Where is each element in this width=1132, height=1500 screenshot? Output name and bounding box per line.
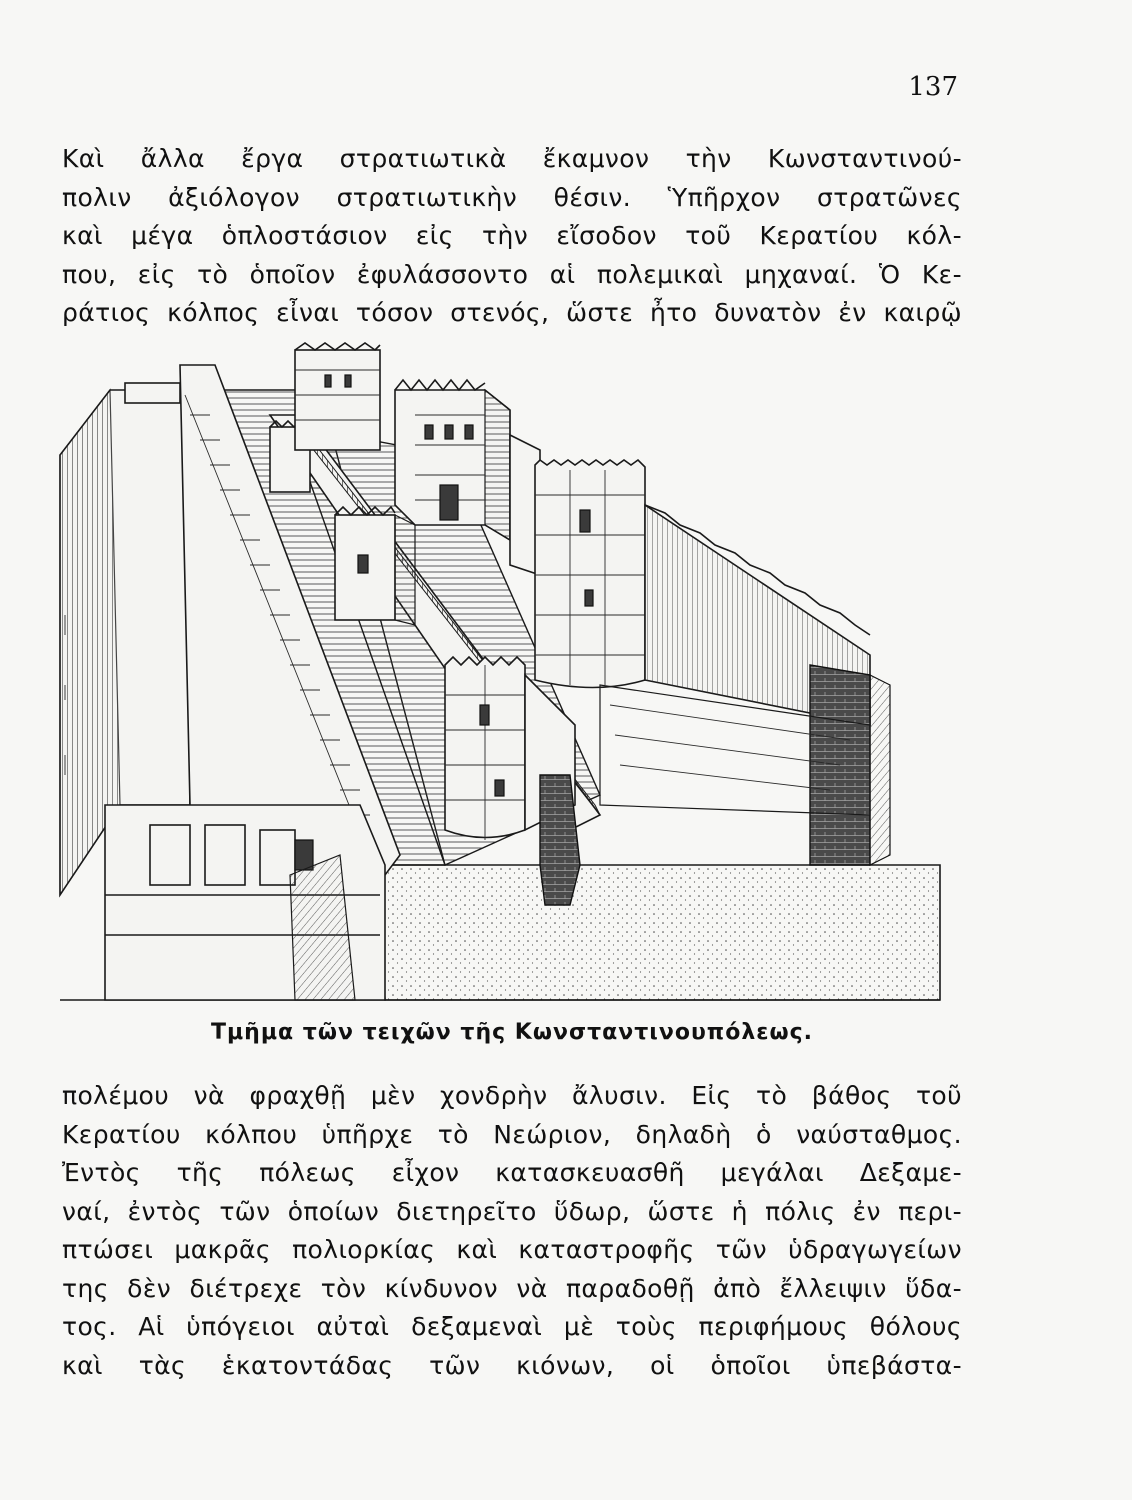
text-line: πτώσει μακρᾶς πολιορκίας καὶ καταστροφῆς τῶν ὑδραγωγείων — [62, 1235, 962, 1264]
text-line: πολέμου νὰ φραχθῇ μὲν χονδρὴν ἄλυσιν. Εἰς τὸ βάθος τοῦ — [62, 1081, 962, 1110]
text-line: Καὶ ἄλλα ἔργα στρατιωτικὰ ἔκαμνον τὴν Κωνσταντινού- — [62, 144, 962, 173]
tower-round — [535, 460, 645, 688]
text-line: καὶ μέγα ὁπλοστάσιον εἰς τὴν εἴσοδον τοῦ Κερατίου κόλ- — [62, 221, 962, 250]
text-line: Κερατίου κόλπου ὑπῆρχε τὸ Νεώριον, δηλαδὴ ὁ ναύσταθμος. — [62, 1119, 962, 1149]
text-line: ράτιος κόλπος εἶναι τόσον στενός, ὥστε ἦτο δυνατὸν ἐν καιρῷ — [62, 298, 962, 327]
tower-distant — [295, 350, 380, 450]
figure-caption: Τμῆμα τῶν τειχῶν τῆς Κωνσταντινουπόλεως. — [210, 1020, 814, 1045]
text-line: Ἐντὸς τῆς πόλεως εἶχον κατασκευασθῆ μεγάλαι Δεξαμε- — [62, 1158, 962, 1187]
text-line: πολιν ἀξιόλογον στρατιωτικὴν θέσιν. Ὑπῆρχον στρατῶνες — [62, 182, 962, 212]
text-line: τος. Αἱ ὑπόγειοι αὐταὶ δεξαμεναὶ μὲ τοὺς περιφήμους θόλους — [62, 1312, 962, 1341]
paragraph-bottom — [62, 1077, 962, 1385]
paragraph-top — [62, 140, 962, 333]
wall-illustration — [40, 335, 960, 1015]
text-line: που, εἰς τὸ ὁποῖον ἐφυλάσσοντο αἱ πολεμικαὶ μηχαναί. Ὁ Κε- — [62, 259, 962, 289]
page-number: 137 — [908, 72, 958, 102]
text-line: της δὲν διέτρεχε τὸν κίνδυνον νὰ παραδοθῇ ἀπὸ ἔλλειψιν ὕδα- — [62, 1273, 962, 1303]
text-line: καὶ τὰς ἑκατοντάδας τῶν κιόνων, οἱ ὁποῖοι ὑπεβάστα- — [62, 1350, 962, 1380]
text-line: ναί, ἐντὸς τῶν ὁποίων διετηρεῖτο ὕδωρ, ὥστε ἡ πόλις ἐν περι- — [62, 1196, 962, 1226]
ground-terrace — [375, 865, 940, 1000]
